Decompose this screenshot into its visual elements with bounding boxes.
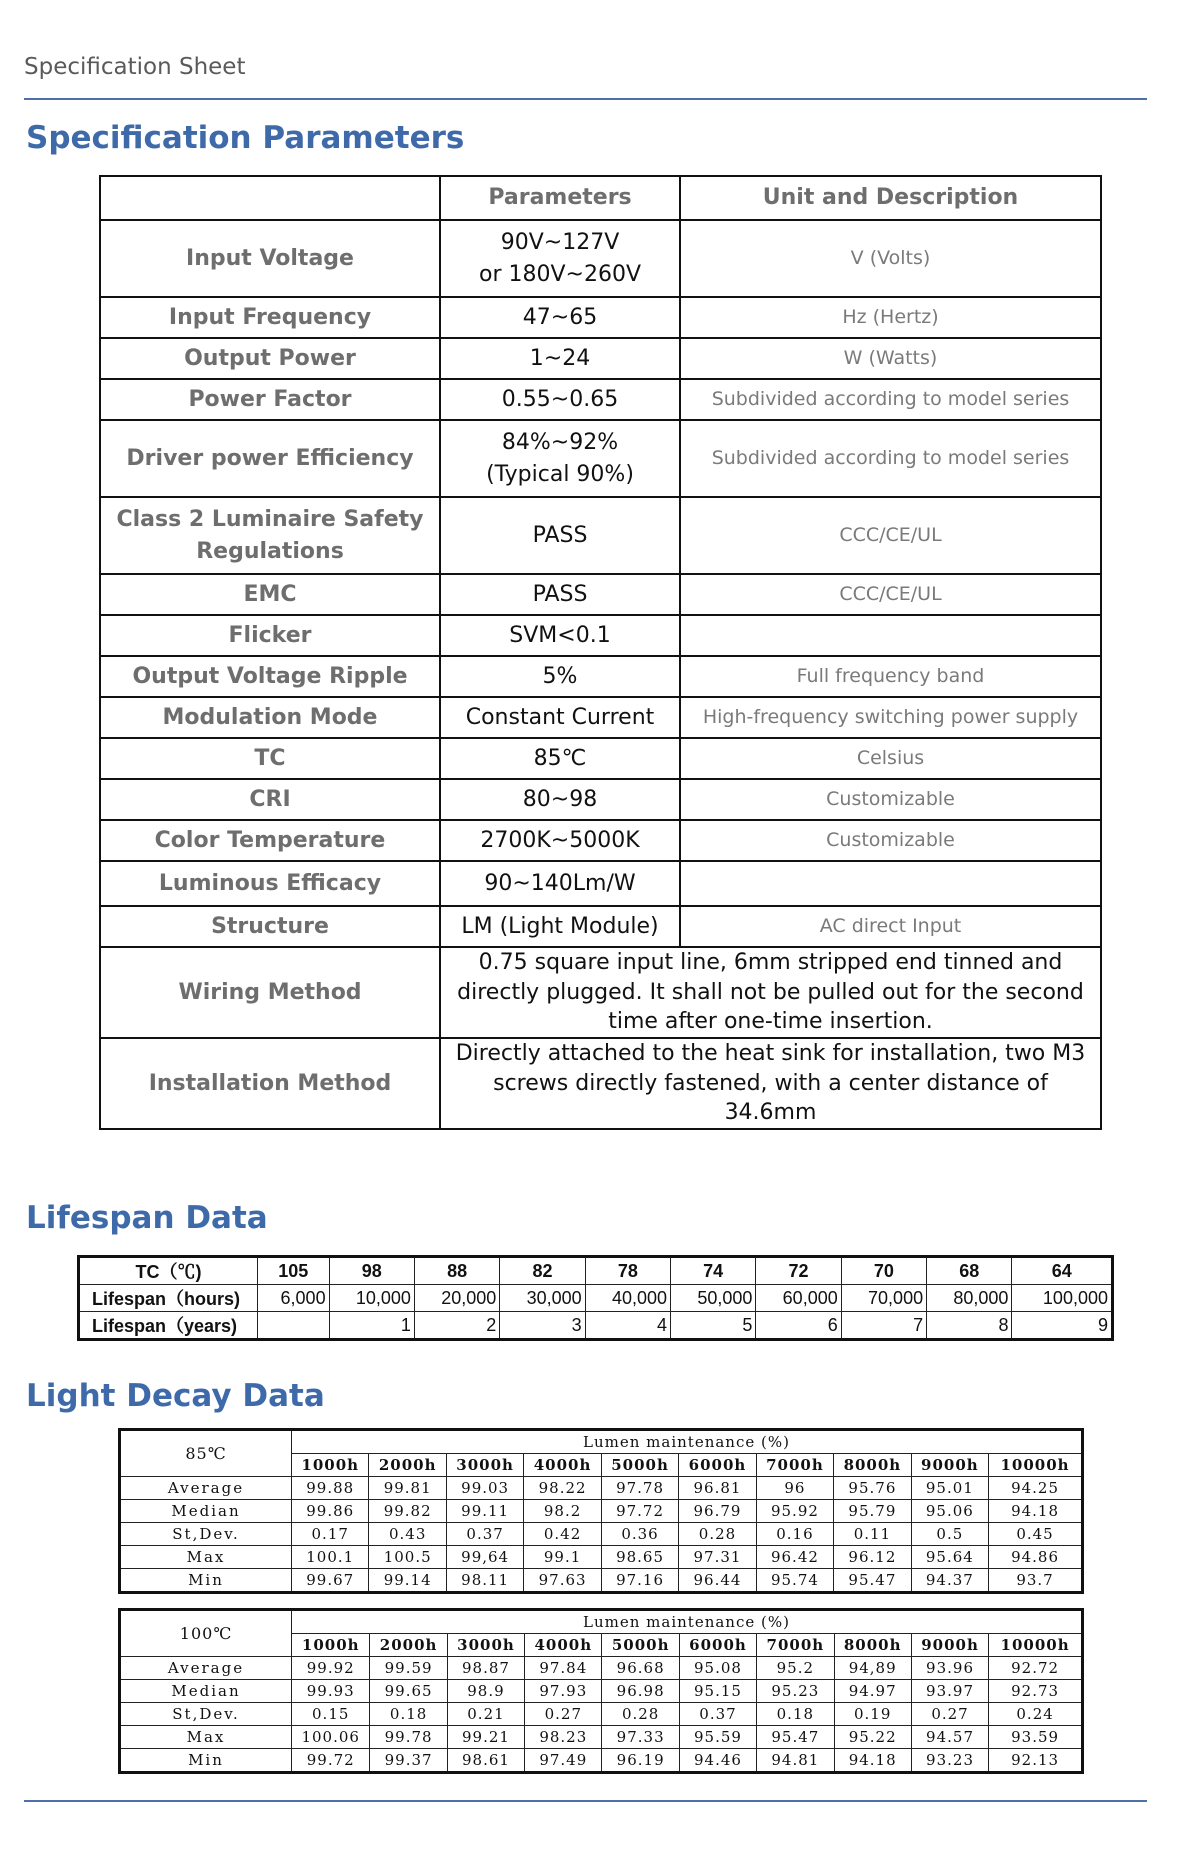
lifespan-cell: 105 [258, 1257, 330, 1285]
decay-value: 94.18 [989, 1500, 1083, 1523]
decay-value: 97.78 [601, 1477, 678, 1500]
decay-row [120, 1569, 1083, 1593]
spec-row [100, 1038, 1101, 1129]
decay-hour-header: 5000h [602, 1634, 679, 1657]
spec-row-description: 0.75 square input line, 6mm stripped end tinned and directly plugged. It shall not be pulled out for the second time after one-time insertion. [440, 947, 1101, 1038]
decay-caption: Lumen maintenance (%) [292, 1610, 1083, 1634]
decay-hour-header: 1000h [292, 1634, 370, 1657]
spec-row [100, 420, 1101, 497]
spec-row [100, 574, 1101, 615]
lifespan-cell: 70,000 [841, 1285, 926, 1312]
decay-value: 0.28 [602, 1703, 679, 1726]
spec-section-title: Specification Parameters [26, 120, 465, 156]
decay-value: 93.96 [911, 1657, 988, 1680]
lifespan-cell: 10,000 [329, 1285, 414, 1312]
decay-value: 97.31 [679, 1546, 756, 1569]
decay-section-title: Light Decay Data [26, 1378, 325, 1414]
decay-value: 100.06 [292, 1726, 370, 1749]
lifespan-cell: 100,000 [1012, 1285, 1113, 1312]
decay-row [120, 1680, 1083, 1703]
lifespan-cell: 7 [841, 1312, 926, 1340]
lifespan-cell: 8 [927, 1312, 1012, 1340]
spec-row-parameter [440, 738, 680, 779]
decay-value: 94.37 [911, 1569, 988, 1593]
spec-row [100, 906, 1101, 947]
lifespan-row [79, 1257, 1113, 1285]
spec-row-name: Installation Method [100, 1038, 440, 1129]
decay-value: 0.15 [292, 1703, 370, 1726]
decay-value: 99.1 [524, 1546, 601, 1569]
spec-row [100, 779, 1101, 820]
decay-row [120, 1749, 1083, 1773]
spec-row-parameter [440, 697, 680, 738]
decay-value: 99.78 [370, 1726, 447, 1749]
decay-hour-header: 6000h [679, 1454, 756, 1477]
lifespan-row-label: Lifespan（years) [79, 1312, 258, 1340]
decay-hour-header: 1000h [292, 1454, 369, 1477]
spec-row-unit [680, 861, 1101, 906]
decay-value: 94.81 [757, 1749, 834, 1773]
lifespan-cell: 50,000 [671, 1285, 756, 1312]
decay-value: 96.68 [602, 1657, 679, 1680]
lifespan-cell: 4 [585, 1312, 670, 1340]
spec-row-unit: High-frequency switching power supply [680, 697, 1101, 738]
decay-value: 0.43 [369, 1523, 446, 1546]
spec-row [100, 220, 1101, 297]
decay-value: 98.22 [524, 1477, 601, 1500]
spec-row-parameter [440, 615, 680, 656]
lifespan-cell: 74 [671, 1257, 756, 1285]
decay-value: 96.12 [834, 1546, 911, 1569]
spec-row-parameter [440, 656, 680, 697]
spec-row-parameter-line: or 180V~260V [478, 261, 641, 287]
spec-row-unit: Subdivided according to model series [680, 379, 1101, 420]
decay-value: 0.45 [989, 1523, 1083, 1546]
decay-value: 99.11 [446, 1500, 523, 1523]
lifespan-table [77, 1255, 1114, 1341]
spec-row [100, 697, 1101, 738]
decay-value: 96.19 [602, 1749, 679, 1773]
spec-row-parameter-line: 85℃ [533, 745, 587, 771]
spec-row-unit: CCC/CE/UL [680, 497, 1101, 574]
spec-row [100, 297, 1101, 338]
decay-value: 0.36 [601, 1523, 678, 1546]
spec-row-unit [680, 615, 1101, 656]
lifespan-cell: 64 [1012, 1257, 1113, 1285]
spec-row [100, 820, 1101, 861]
spec-row-name: TC [100, 738, 440, 779]
spec-row-unit: AC direct Input [680, 906, 1101, 947]
decay-value: 95.47 [834, 1569, 911, 1593]
decay-value: 100.5 [369, 1546, 446, 1569]
spec-row-parameter-line: SVM<0.1 [509, 622, 611, 648]
decay-value: 99.86 [292, 1500, 369, 1523]
lifespan-cell: 68 [927, 1257, 1012, 1285]
decay-value: 0.11 [834, 1523, 911, 1546]
decay-hour-header: 9000h [911, 1454, 988, 1477]
spec-row-name: Output Voltage Ripple [100, 656, 440, 697]
decay-value: 100.1 [292, 1546, 369, 1569]
decay-value: 95.23 [757, 1680, 834, 1703]
decay-hour-header: 2000h [369, 1454, 446, 1477]
decay-value: 99.37 [370, 1749, 447, 1773]
spec-row [100, 338, 1101, 379]
decay-value: 99.82 [369, 1500, 446, 1523]
decay-value: 97.16 [601, 1569, 678, 1593]
decay-value: 95.76 [834, 1477, 911, 1500]
spec-row-parameter-line: 90~140Lm/W [484, 870, 636, 896]
decay-caption-row [120, 1610, 1083, 1634]
lifespan-row [79, 1285, 1113, 1312]
spec-row-name: Input Voltage [100, 220, 440, 297]
decay-value: 92.73 [989, 1680, 1083, 1703]
spec-row-name: Driver power Efficiency [100, 420, 440, 497]
spec-row-parameter-line: 2700K~5000K [480, 827, 640, 853]
spec-row-name: Luminous Efficacy [100, 861, 440, 906]
decay-hour-header: 4000h [525, 1634, 602, 1657]
decay-row-label: St,Dev. [120, 1523, 292, 1546]
lifespan-cell: 70 [841, 1257, 926, 1285]
decay-value: 99.72 [292, 1749, 370, 1773]
spec-row-name: Structure [100, 906, 440, 947]
decay-value: 0.16 [756, 1523, 833, 1546]
sheet-header-title: Specification Sheet [24, 54, 246, 80]
lifespan-section-title: Lifespan Data [26, 1200, 268, 1236]
spec-row-unit: Customizable [680, 779, 1101, 820]
decay-value: 0.37 [446, 1523, 523, 1546]
decay-value: 92.72 [989, 1657, 1083, 1680]
spec-row-unit: W (Watts) [680, 338, 1101, 379]
lifespan-cell: 30,000 [500, 1285, 585, 1312]
spec-header-cell [100, 176, 440, 220]
decay-value: 95.22 [834, 1726, 911, 1749]
spec-row-parameter [440, 220, 680, 297]
decay-row-label: Average [120, 1477, 292, 1500]
spec-row-unit: Full frequency band [680, 656, 1101, 697]
decay-value: 0.18 [757, 1703, 834, 1726]
decay-row-label: Max [120, 1726, 292, 1749]
spec-row-parameter-line: 90V~127V [500, 229, 620, 255]
decay-row-label: St,Dev. [120, 1703, 292, 1726]
decay-value: 0.28 [679, 1523, 756, 1546]
decay-value: 98.9 [447, 1680, 524, 1703]
decay-value: 95.2 [757, 1657, 834, 1680]
spec-row [100, 615, 1101, 656]
decay-value: 0.19 [834, 1703, 911, 1726]
decay-value: 94.25 [989, 1477, 1083, 1500]
decay-value: 94.46 [679, 1749, 756, 1773]
decay-value: 93.7 [989, 1569, 1083, 1593]
decay-value: 94.57 [911, 1726, 988, 1749]
decay-value: 96.79 [679, 1500, 756, 1523]
decay-value: 94.18 [834, 1749, 911, 1773]
decay-value: 95.47 [757, 1726, 834, 1749]
decay-value: 99,64 [446, 1546, 523, 1569]
spec-row-name: Power Factor [100, 379, 440, 420]
lifespan-cell: 20,000 [414, 1285, 499, 1312]
lifespan-cell: 78 [585, 1257, 670, 1285]
decay-hour-header: 3000h [446, 1454, 523, 1477]
decay-value: 95.06 [911, 1500, 988, 1523]
decay-hour-header: 5000h [601, 1454, 678, 1477]
decay-value: 96.42 [756, 1546, 833, 1569]
decay-value: 96.81 [679, 1477, 756, 1500]
lifespan-cell: 9 [1012, 1312, 1113, 1340]
spec-row-parameter-line: 5% [542, 663, 578, 689]
decay-value: 94.97 [834, 1680, 911, 1703]
spec-row [100, 861, 1101, 906]
decay-value: 95.01 [911, 1477, 988, 1500]
decay-value: 95.08 [679, 1657, 756, 1680]
decay-row [120, 1657, 1083, 1680]
decay-temperature: 85℃ [120, 1430, 292, 1477]
spec-row-name: Flicker [100, 615, 440, 656]
spec-row-parameter [440, 820, 680, 861]
decay-value: 0.37 [679, 1703, 756, 1726]
decay-value: 98.2 [524, 1500, 601, 1523]
decay-hour-header: 6000h [679, 1634, 756, 1657]
lifespan-cell: 60,000 [756, 1285, 841, 1312]
spec-row-name: EMC [100, 574, 440, 615]
lifespan-cell: 82 [500, 1257, 585, 1285]
spec-row-parameter [440, 861, 680, 906]
lifespan-cell: 5 [671, 1312, 756, 1340]
spec-row-parameter-line: 47~65 [522, 304, 598, 330]
spec-row-parameter-line: PASS [532, 522, 588, 548]
spec-row-unit: V (Volts) [680, 220, 1101, 297]
decay-value: 0.27 [525, 1703, 602, 1726]
spec-row-parameter [440, 574, 680, 615]
decay-value: 95.74 [756, 1569, 833, 1593]
decay-value: 97.72 [601, 1500, 678, 1523]
decay-value: 98.11 [446, 1569, 523, 1593]
decay-hour-header: 8000h [834, 1454, 911, 1477]
decay-hour-header: 9000h [911, 1634, 988, 1657]
decay-value: 0.5 [911, 1523, 988, 1546]
spec-row-parameter [440, 906, 680, 947]
decay-value: 0.18 [370, 1703, 447, 1726]
decay-value: 99.67 [292, 1569, 369, 1593]
spec-row-unit: Celsius [680, 738, 1101, 779]
spec-header-cell: Unit and Description [680, 176, 1101, 220]
spec-row-description: Directly attached to the heat sink for installation, two M3 screws directly fastened, with a center distance of 34.6mm [440, 1038, 1101, 1129]
lifespan-cell: 6 [756, 1312, 841, 1340]
decay-row [120, 1500, 1083, 1523]
decay-value: 99.03 [446, 1477, 523, 1500]
spec-row-unit: Customizable [680, 820, 1101, 861]
lifespan-cell: 1 [329, 1312, 414, 1340]
lifespan-row [79, 1312, 1113, 1340]
spec-row-parameter-line: 1~24 [529, 345, 591, 371]
decay-value: 99.88 [292, 1477, 369, 1500]
spec-row-parameter [440, 297, 680, 338]
decay-caption-row [120, 1430, 1083, 1454]
spec-row-parameter [440, 497, 680, 574]
decay-value: 99.81 [369, 1477, 446, 1500]
decay-value: 95.59 [679, 1726, 756, 1749]
decay-value: 93.23 [911, 1749, 988, 1773]
spec-row-parameter-line: Constant Current [465, 704, 655, 730]
decay-value: 98.23 [525, 1726, 602, 1749]
decay-hour-header: 10000h [989, 1634, 1083, 1657]
decay-value: 95.79 [834, 1500, 911, 1523]
lifespan-cell: 80,000 [927, 1285, 1012, 1312]
decay-value: 96.44 [679, 1569, 756, 1593]
decay-hour-header: 7000h [757, 1634, 834, 1657]
spec-row [100, 497, 1101, 574]
spec-table [99, 175, 1102, 1130]
decay-value: 97.93 [525, 1680, 602, 1703]
decay-row [120, 1726, 1083, 1749]
decay-value: 98.65 [601, 1546, 678, 1569]
decay-hour-header: 10000h [989, 1454, 1083, 1477]
decay-value: 97.63 [524, 1569, 601, 1593]
spec-row [100, 738, 1101, 779]
decay-hour-header: 3000h [447, 1634, 524, 1657]
decay-value: 96 [756, 1477, 833, 1500]
lifespan-cell: 40,000 [585, 1285, 670, 1312]
spec-row-parameter-line: LM (Light Module) [461, 913, 659, 939]
footer-divider [24, 1800, 1147, 1802]
decay-row [120, 1477, 1083, 1500]
decay-value: 0.24 [989, 1703, 1083, 1726]
lifespan-row-label: TC（℃) [79, 1257, 258, 1285]
spec-row-parameter [440, 338, 680, 379]
spec-row-parameter [440, 420, 680, 497]
spec-row-unit: Subdivided according to model series [680, 420, 1101, 497]
spec-row-parameter-line: PASS [532, 581, 588, 607]
spec-row-name: Input Frequency [100, 297, 440, 338]
decay-value: 95.92 [756, 1500, 833, 1523]
decay-row-label: Max [120, 1546, 292, 1569]
spec-row-parameter-line: 84%~92% [501, 429, 619, 455]
decay-row-label: Min [120, 1569, 292, 1593]
decay-row-label: Median [120, 1500, 292, 1523]
decay-row-label: Median [120, 1680, 292, 1703]
spec-row-name: Output Power [100, 338, 440, 379]
decay-value: 99.59 [370, 1657, 447, 1680]
spec-row-parameter-line: 0.55~0.65 [501, 386, 619, 412]
lifespan-cell: 72 [756, 1257, 841, 1285]
spec-row-parameter [440, 779, 680, 820]
lifespan-row-label: Lifespan（hours) [79, 1285, 258, 1312]
decay-value: 0.42 [524, 1523, 601, 1546]
lifespan-cell: 6,000 [258, 1285, 330, 1312]
decay-temperature: 100℃ [120, 1610, 292, 1657]
decay-value: 0.27 [911, 1703, 988, 1726]
decay-hour-header: 4000h [524, 1454, 601, 1477]
header-divider [24, 98, 1147, 100]
spec-row-unit: Hz (Hertz) [680, 297, 1101, 338]
decay-value: 98.61 [447, 1749, 524, 1773]
decay-value: 93.97 [911, 1680, 988, 1703]
decay-hour-header: 2000h [370, 1634, 447, 1657]
lifespan-cell: 3 [500, 1312, 585, 1340]
decay-value: 92.13 [989, 1749, 1083, 1773]
spec-row [100, 656, 1101, 697]
spec-row-parameter [440, 379, 680, 420]
decay-hour-header: 7000h [756, 1454, 833, 1477]
decay-value: 99.93 [292, 1680, 370, 1703]
decay-value: 95.64 [911, 1546, 988, 1569]
decay-value: 93.59 [989, 1726, 1083, 1749]
decay-value: 99.65 [370, 1680, 447, 1703]
decay-value: 96.98 [602, 1680, 679, 1703]
decay-row-label: Average [120, 1657, 292, 1680]
decay-value: 99.92 [292, 1657, 370, 1680]
decay-value: 98.87 [447, 1657, 524, 1680]
decay-caption: Lumen maintenance (%) [292, 1430, 1083, 1454]
decay-table-100 [118, 1608, 1084, 1774]
spec-row [100, 379, 1101, 420]
spec-header-cell: Parameters [440, 176, 680, 220]
decay-value: 99.14 [369, 1569, 446, 1593]
spec-row [100, 947, 1101, 1038]
spec-row-name: Class 2 Luminaire Safety Regulations [100, 497, 440, 574]
spec-row-name: Wiring Method [100, 947, 440, 1038]
decay-row [120, 1703, 1083, 1726]
lifespan-cell: 88 [414, 1257, 499, 1285]
decay-value: 95.15 [679, 1680, 756, 1703]
spec-header-row [100, 176, 1101, 220]
decay-value: 0.17 [292, 1523, 369, 1546]
decay-value: 97.84 [525, 1657, 602, 1680]
lifespan-cell: 98 [329, 1257, 414, 1285]
decay-row [120, 1523, 1083, 1546]
lifespan-cell [258, 1312, 330, 1340]
decay-value: 97.33 [602, 1726, 679, 1749]
decay-row [120, 1546, 1083, 1569]
decay-value: 0.21 [447, 1703, 524, 1726]
spec-row-name: CRI [100, 779, 440, 820]
spec-row-parameter-line: 80~98 [522, 786, 598, 812]
decay-value: 94.86 [989, 1546, 1083, 1569]
spec-row-name: Modulation Mode [100, 697, 440, 738]
decay-value: 94,89 [834, 1657, 911, 1680]
decay-row-label: Min [120, 1749, 292, 1773]
decay-table-85 [118, 1428, 1084, 1594]
decay-value: 97.49 [525, 1749, 602, 1773]
spec-row-name: Color Temperature [100, 820, 440, 861]
decay-hour-header: 8000h [834, 1634, 911, 1657]
lifespan-cell: 2 [414, 1312, 499, 1340]
decay-value: 99.21 [447, 1726, 524, 1749]
spec-row-unit: CCC/CE/UL [680, 574, 1101, 615]
spec-row-parameter-line: (Typical 90%) [486, 461, 634, 487]
